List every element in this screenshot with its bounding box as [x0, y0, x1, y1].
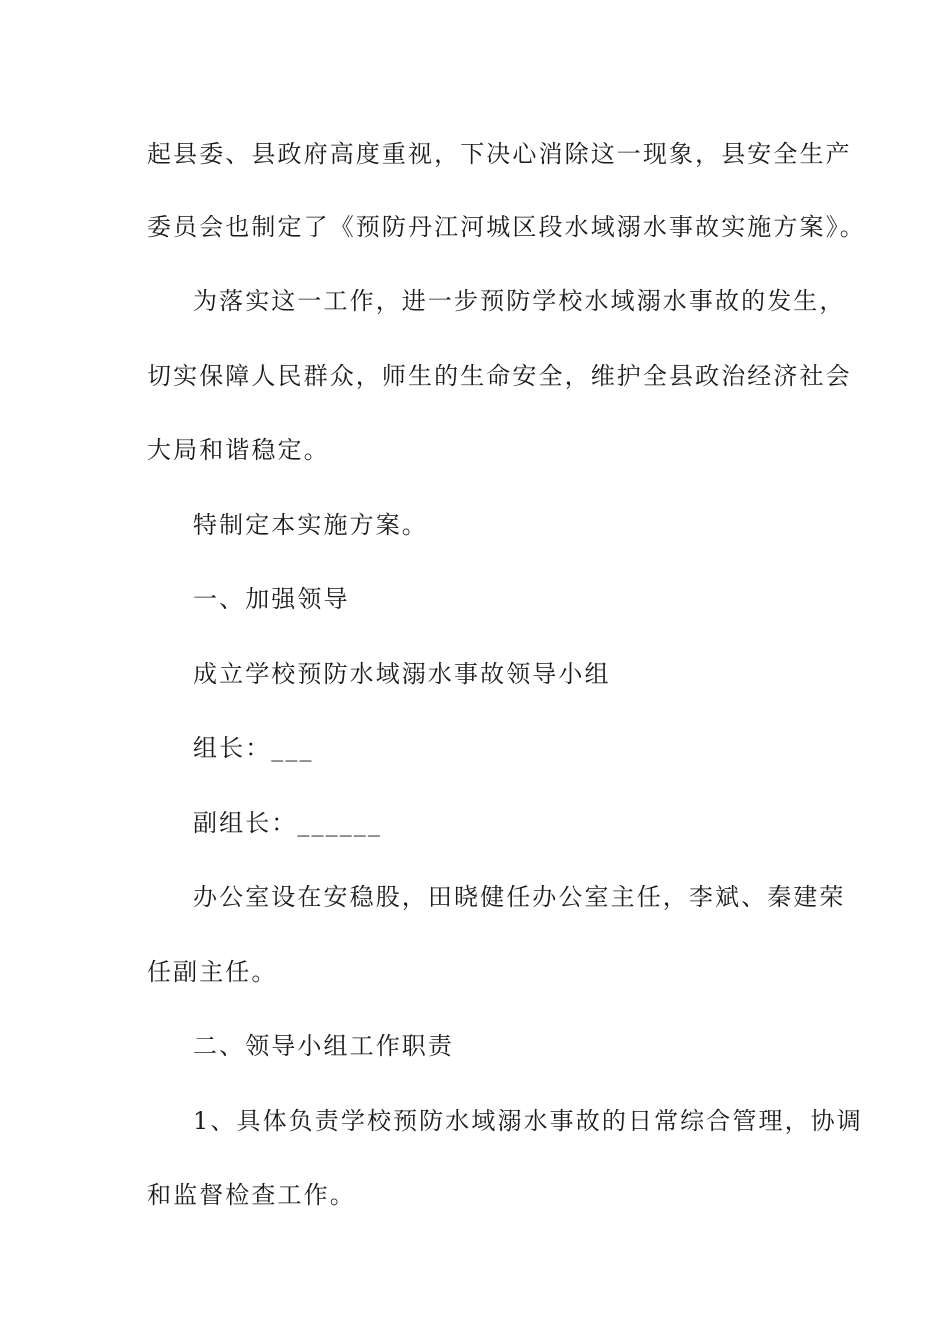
paragraph-line: 成立学校预防水域溺水事故领导小组	[193, 660, 611, 688]
paragraph-line: 1、具体负责学校预防水域溺水事故的日常综合管理，协调	[193, 1107, 863, 1135]
paragraph-line: 切实保障人民群众，师生的生命安全，维护全县政治经济社会	[147, 362, 852, 390]
paragraph-line: 特制定本实施方案。	[193, 511, 428, 539]
section-heading: 一、加强领导	[193, 585, 350, 613]
paragraph-line: 组长：___	[193, 734, 314, 762]
paragraph-line: 大局和谐稳定。	[147, 436, 330, 464]
paragraph-line: 起县委、县政府高度重视，下决心消除这一现象，县安全生产	[147, 140, 852, 168]
section-heading: 二、领导小组工作职责	[193, 1032, 454, 1060]
paragraph-line: 任副主任。	[147, 958, 278, 986]
paragraph-line: 办公室设在安稳股，田晓健任办公室主任，李斌、秦建荣	[193, 883, 846, 911]
paragraph-line: 委员会也制定了《预防丹江河城区段水域溺水事故实施方案》。	[147, 213, 866, 241]
paragraph-line: 和监督检查工作。	[147, 1181, 356, 1209]
paragraph-line: 副组长：______	[193, 809, 382, 837]
paragraph-line: 为落实这一工作，进一步预防学校水域溺水事故的发生，	[193, 287, 846, 315]
